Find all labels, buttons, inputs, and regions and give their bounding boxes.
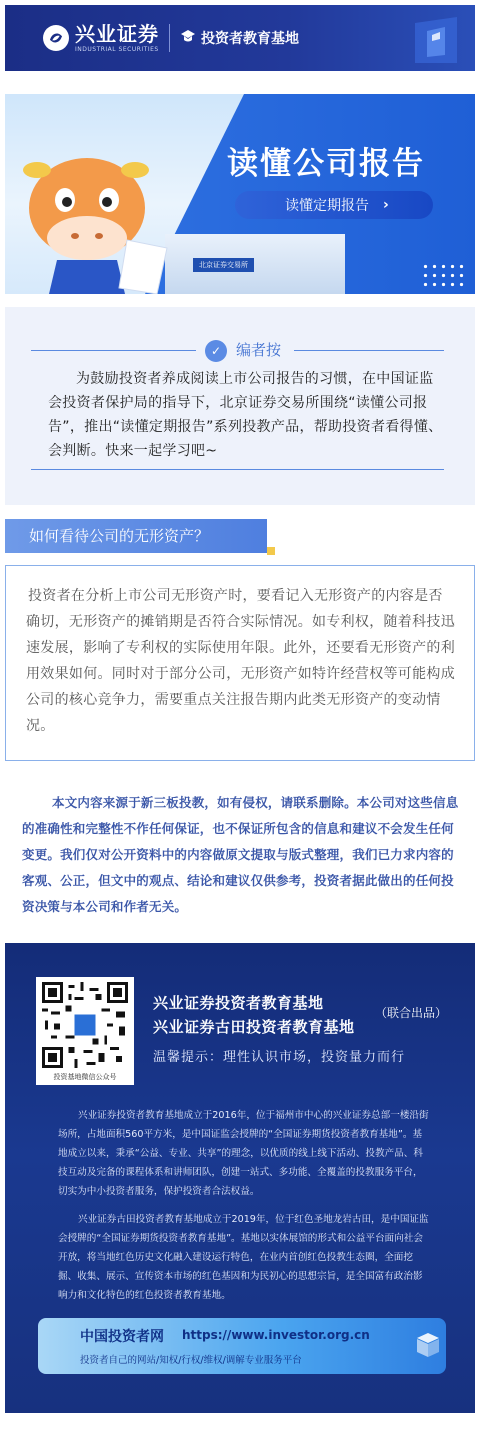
answer-text: 投资者在分析上市公司无形资产时，要看记入无形资产的内容是否确切，无形资产的摊销期是否符合实际情况。如专利权，随着科技迅速发展，影响了专利权的实际使用年限。此外，还要看无形资产的利用效果如何。同时对于部分公司，无形资产如特许经营权等可能构成公司的核心竞争力，需要重点关注报告期内此类无形资产的变动情况。 <box>26 588 455 734</box>
banner-title: 读懂公司报告 <box>227 146 425 182</box>
brand-separator <box>169 24 170 52</box>
question-heading: 如何看待公司的无形资产？ <box>5 519 267 553</box>
joint-production-label: （联合出品） <box>375 1006 448 1020</box>
footer-paragraph-1: 兴业证券投资者教育基地成立于2016年，位于福州市中心的兴业证券总部一楼沿街场所，占地面积560平方米，是中国证监会授牌的“全国证券期货投资者教育基地”。基地成立以来，秉承“公益、专业、共享”的理念，以优质的线上线下活动、投教产品、科技互动及完备的课程体系和讲师团队，创建一站式、多功能、全覆盖的投教服务平台，切实为中小投资者服务，保护投资者合法权益。 <box>58 1110 429 1197</box>
divider-bottom <box>31 469 444 470</box>
brand-en: INDUSTRIAL SECURITIES <box>75 46 159 53</box>
disclaimer-text: 本文内容来源于新三板投教，如有侵权，请联系删除。本公司对这些信息的准确性和完整性不作任何保证，也不保证所包含的信息和建议不会发生任何变更。我们仅对公开资料中的内容做原文提取与版式整理，我们已力求内容的客观、公正，但文中的观点、结论和建议仅供参考，投资者据此做出的任何投资决策与本公司和作者无关。 <box>22 795 459 914</box>
dot-grid-decoration <box>421 262 465 288</box>
exchange-building <box>165 234 345 294</box>
footer-title-2: 兴业证券古田投资者教育基地 <box>153 1018 355 1036</box>
bull-mascot-icon <box>17 130 177 294</box>
editor-note-body: 为鼓励投资者养成阅读上市公司报告的习惯，在中国证监会投资者保护局的指导下，北京证券交易所围绕“读懂公司报告”，推出“读懂定期报告”系列投教产品，帮助投资者看得懂、会判断。快来一起学习吧~ <box>48 371 443 459</box>
base-cube-icon <box>405 13 467 67</box>
banner-pill-label: 读懂定期报告 <box>285 198 369 214</box>
header-banner <box>5 5 475 71</box>
check-icon: ✓ <box>205 340 227 362</box>
investor-site-url[interactable]: https://www.investor.org.cn <box>182 1328 370 1342</box>
heading-accent <box>267 547 275 555</box>
edu-label: 投资者教育基地 <box>201 31 299 47</box>
brand-name: 兴业证券 <box>75 22 159 46</box>
qr-code-icon[interactable] <box>42 982 128 1068</box>
qr-caption: 投资基地微信公众号 <box>53 1073 117 1081</box>
brand-text <box>75 23 159 53</box>
base-cube-icon <box>416 1332 440 1358</box>
graduation-cap-icon <box>180 29 196 47</box>
chevron-right-icon: › <box>383 197 389 213</box>
hero-banner <box>5 94 475 294</box>
footer-title-1: 兴业证券投资者教育基地 <box>153 994 324 1012</box>
brand-logo-icon <box>43 25 69 51</box>
editor-note-title: 编者按 <box>236 341 282 359</box>
footer-paragraph-2: 兴业证券古田投资者教育基地成立于2019年，位于红色圣地龙岩古田，是中国证监会授牌的“全国证券期货投资者教育基地”。基地以实体展馆的形式和公益平台面向社会开放，将当地红色历史文化融入建设运行特色，在业内首创红色投教生态圈，全面挖掘、收集、展示、宣传资本市场的红色基因和为民初心的思想宗旨，是全国富有政治影响力和文化特色的红色投资者教育基地。 <box>58 1214 429 1301</box>
banner-pill-button[interactable] <box>235 191 433 219</box>
footer-tip: 温馨提示：理性认识市场，投资量力而行 <box>153 1050 406 1065</box>
investor-site-name: 中国投资者网 <box>80 1329 164 1345</box>
divider-right <box>294 350 444 351</box>
brand <box>43 23 299 53</box>
divider-left <box>31 350 196 351</box>
edu-base <box>180 28 299 48</box>
investor-site-subtitle: 投资者自己的网站/知权/行权/维权/调解专业服务平台 <box>80 1355 302 1366</box>
exchange-sign: 北京证券交易所 <box>193 258 254 272</box>
